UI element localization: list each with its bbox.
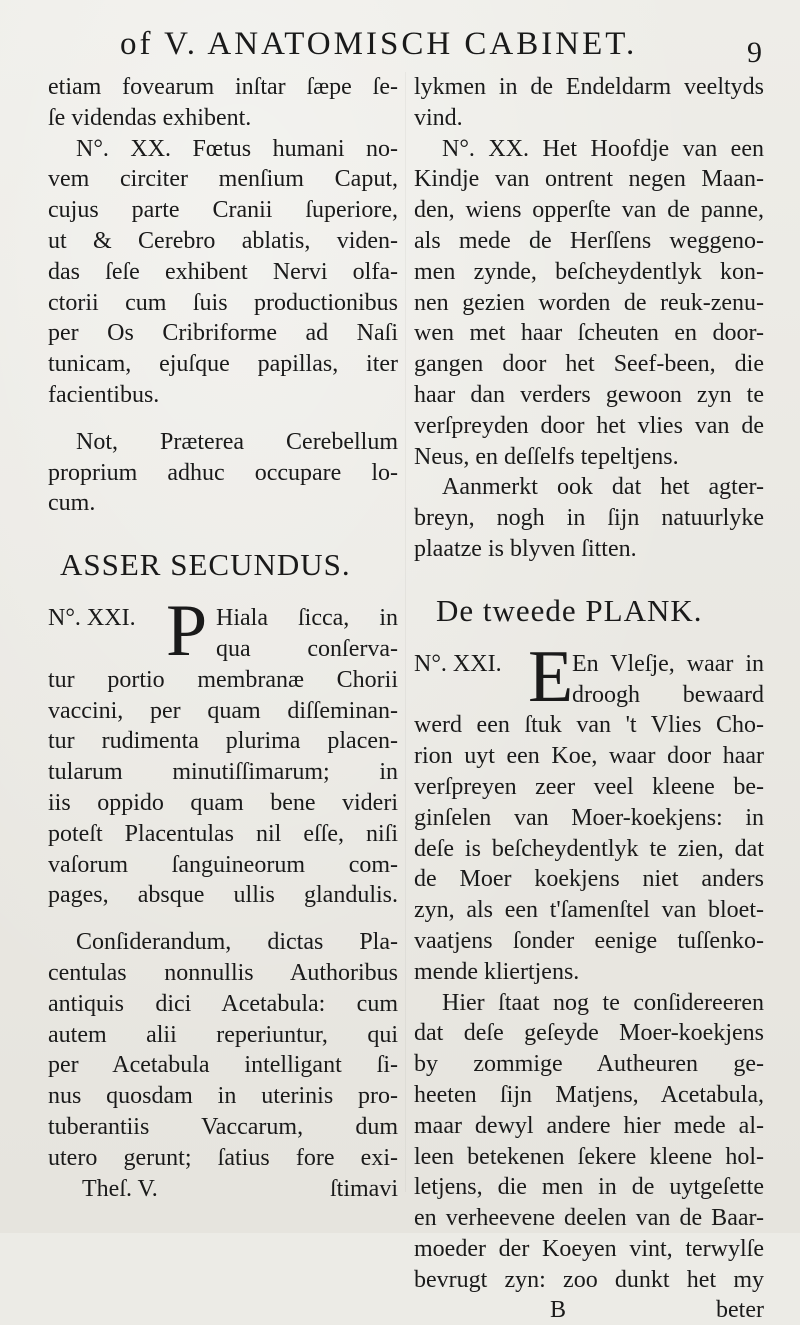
text-line: centulas nonnullis Authoribus	[48, 959, 398, 986]
text-line: vind.	[414, 104, 463, 131]
text-line: N°. XX. Het Hoofdje van een	[442, 135, 764, 162]
dutch-paragraph-5	[414, 988, 764, 1296]
text-line: werd een ſtuk van 't Vlies Cho-	[414, 712, 764, 739]
text-line: Hier ſtaat nog te conſidereeren	[442, 989, 764, 1016]
dutch-section-heading: De tweede PLANK.	[436, 592, 703, 628]
text-line: Neus, en deſſelfs tepeltjens.	[414, 443, 679, 470]
text-line: per Acetabula intelligant ſi-	[48, 1052, 398, 1079]
text-line: breyn, nogh in ſijn natuurlyke	[414, 505, 764, 532]
text-line: Not, Præterea Cerebellum	[76, 428, 398, 455]
text-line: ut & Cerebro ablatis, viden-	[48, 227, 398, 254]
text-line: proprium adhuc occupare lo-	[48, 459, 398, 486]
text-line: plaatze is blyven ſitten.	[414, 535, 637, 562]
text-line: gangen door het Seef-been, die	[414, 351, 764, 378]
dutch-paragraph-3	[414, 472, 764, 564]
drop-cap: P	[166, 590, 208, 673]
text-line: Kindje van ontrent negen Maan-	[414, 166, 764, 193]
latin-paragraph-2	[48, 134, 398, 165]
latin-paragraph-2-cont	[48, 164, 398, 410]
text-line: letjens, die men in de uytgeſette	[414, 1174, 764, 1201]
text-line: utero gerunt; ſatius fore exi-	[48, 1144, 398, 1171]
text-line: ctorii cum ſuis productionibus	[48, 289, 398, 316]
text-line: antiquis dici Acetabula: cum	[48, 990, 398, 1017]
running-title: of V. ANATOMISCH CABINET.	[120, 26, 638, 62]
text-line: N°. XX. Fœtus humani no-	[76, 135, 398, 162]
text-line: vem circiter menſium Caput,	[48, 166, 398, 193]
text-line: iis oppido quam bene videri	[48, 789, 398, 816]
text-line: lykmen in de Endeldarm veeltyds	[414, 74, 764, 100]
text-line: zyn, als een t'ſamenſtel van bloet-	[414, 897, 764, 924]
item-number: N°. XXI.	[48, 605, 136, 632]
text-line: ſe videndas exhibent.	[48, 104, 252, 131]
text-line: wen met haar ſcheuten en door-	[414, 320, 764, 347]
text-line: ginſelen van Moer-koekjens: in	[414, 804, 764, 831]
text-line: cum.	[48, 490, 96, 517]
dutch-paragraph-2	[414, 134, 764, 473]
text-line: den, wiens opperſte van de panne,	[414, 197, 764, 224]
dutch-entry-xxi	[414, 635, 764, 988]
text-line: pages, absque ullis glandulis.	[48, 882, 398, 909]
text-line: qua conſerva-	[216, 635, 398, 662]
drop-cap: E	[528, 635, 574, 718]
text-line: verſpreyen zeer veel kleene be-	[414, 773, 764, 800]
text-line: Conſiderandum, dictas Pla-	[76, 929, 398, 956]
signature-mark: B	[550, 1297, 567, 1324]
latin-footer	[48, 1174, 398, 1204]
text-line: vaatjens ſonder eenige tuſſenko-	[414, 927, 764, 954]
text-line: vaccini, per quam diſſeminan-	[48, 697, 398, 724]
text-line: als mede de Herſſens weggeno-	[414, 227, 764, 254]
text-line: nus quosdam in uterinis pro-	[48, 1083, 398, 1110]
text-line: tunicam, ejuſque papillas, iter	[48, 351, 398, 378]
text-line: de Moer koekjens niet anders	[414, 866, 764, 893]
text-line: Hiala ſicca, in	[216, 605, 398, 632]
text-line: bevrugt zyn: zoo dunkt het my	[414, 1266, 764, 1293]
text-line: tuberantiis Vaccarum, dum	[48, 1113, 398, 1140]
page-number: 9	[747, 36, 762, 69]
text-line: facientibus.	[48, 381, 160, 408]
signature-mark: Theſ. V.	[82, 1175, 158, 1202]
latin-column	[48, 72, 398, 1204]
catchword: ſtimavi	[330, 1175, 398, 1202]
text-line: by zommige Autheuren ge-	[414, 1051, 764, 1078]
text-line: per Os Cribriforme ad Naſi	[48, 320, 398, 347]
text-line: autem alii reperiuntur, qui	[48, 1021, 398, 1048]
text-line: Aanmerkt ook dat het agter-	[442, 474, 764, 501]
text-line: etiam fovearum inſtar ſæpe ſe-	[48, 74, 398, 100]
text-line: rion uyt een Koe, waar door haar	[414, 743, 764, 770]
text-line: droogh bewaard	[572, 681, 764, 708]
latin-paragraph-3	[48, 427, 398, 519]
text-line: maar dewyl andere hier mede al-	[414, 1112, 764, 1139]
text-line: tur portio membranæ Chorii	[48, 666, 398, 693]
dutch-paragraph-1	[414, 72, 764, 134]
text-line: verſpreyden door het vlies van de	[414, 412, 764, 439]
dutch-footer	[414, 1295, 764, 1325]
text-line: men zynde, beſcheydentlyk kon-	[414, 258, 764, 285]
text-line: heeten ſijn Matjens, Acetabula,	[414, 1081, 764, 1108]
catchword: beter	[716, 1297, 764, 1324]
dutch-column	[414, 72, 764, 1325]
text-line: en verheevene deelen van de Baar-	[414, 1205, 764, 1232]
text-line: vaſorum ſanguineorum com-	[48, 851, 398, 878]
text-line: En Vleſje, waar in	[572, 650, 764, 677]
latin-section-heading: ASSER SECUNDUS.	[60, 547, 351, 583]
text-line: moeder der Koeyen vint, terwylſe	[414, 1235, 764, 1262]
text-line: leen betekenen ſekere kleene hol-	[414, 1143, 764, 1170]
text-line: deſe is beſcheydentlyk te zien, dat	[414, 835, 764, 862]
text-line: mende kliertjens.	[414, 958, 580, 985]
text-line: tularum minutiſſimarum; in	[48, 759, 398, 786]
text-line: haar dan verders gewoon zyn te	[414, 381, 764, 408]
text-line: dat deſe geſeyde Moer-koekjens	[414, 1020, 764, 1047]
text-line: tur rudimenta plurima placen-	[48, 728, 398, 755]
latin-paragraph-5	[48, 927, 398, 1173]
item-number: N°. XXI.	[414, 650, 502, 677]
column-divider	[405, 72, 406, 1192]
text-line: cujus parte Cranii ſuperiore,	[48, 197, 398, 224]
latin-paragraph-1	[48, 72, 398, 134]
text-line: poteſt Placentulas nil eſſe, niſi	[48, 820, 398, 847]
text-line: nen gezien worden de reuk-zenu-	[414, 289, 764, 316]
text-line: das ſeſe exhibent Nervi olfa-	[48, 258, 398, 285]
latin-entry-xxi	[48, 590, 398, 911]
